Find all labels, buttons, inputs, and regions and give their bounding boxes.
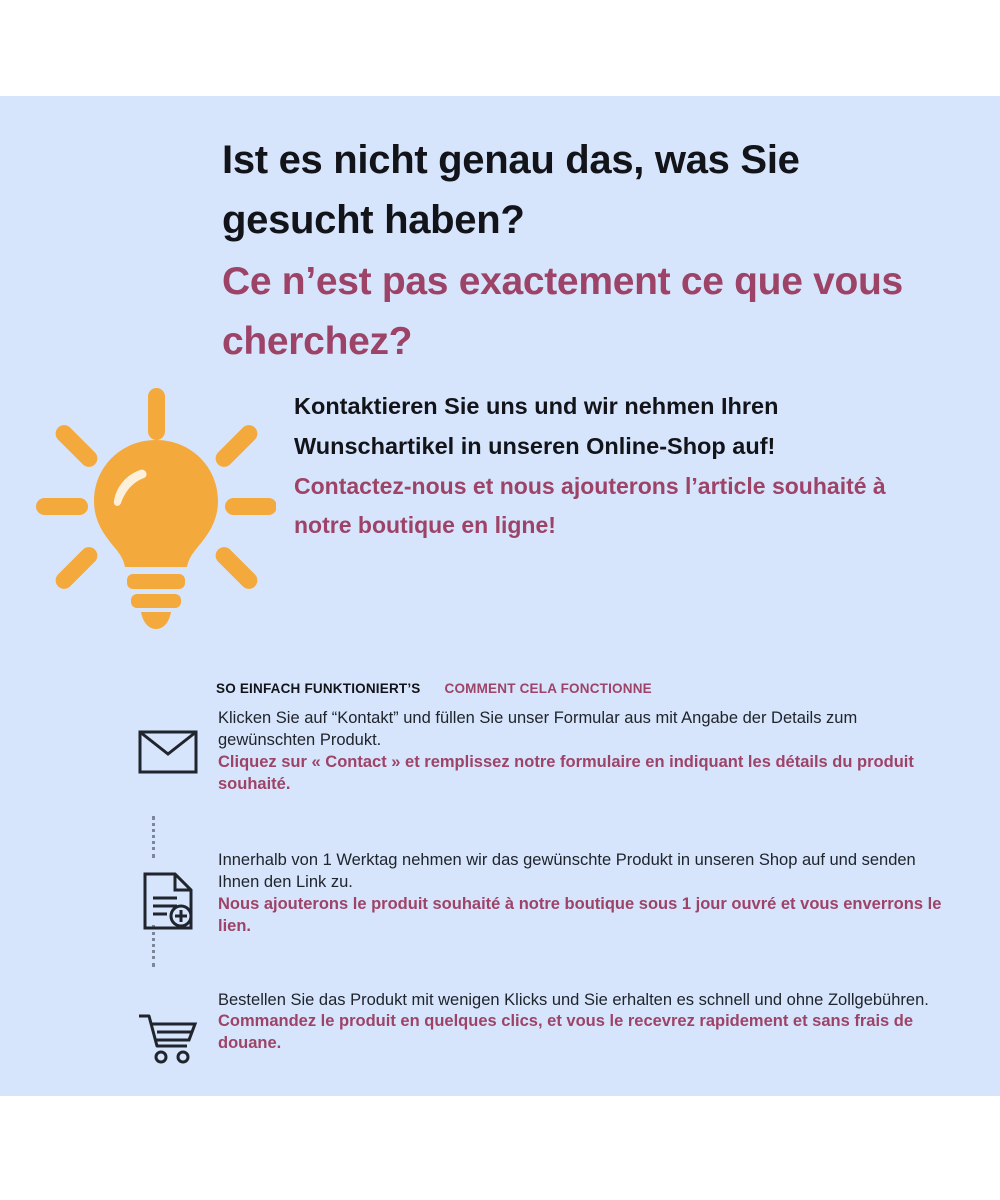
shopping-cart-icon bbox=[120, 990, 216, 1060]
steps-list bbox=[120, 708, 950, 1060]
howto-heading-french: COMMENT CELA FONCTIONNE bbox=[444, 681, 652, 696]
subheadline-german: Kontaktieren Sie uns und wir nehmen Ihren Wunschartikel in unseren Online-Shop auf! bbox=[294, 393, 779, 460]
list-item bbox=[120, 850, 950, 938]
step-text-french: Cliquez sur « Contact » et remplissez notre formulaire en indiquant les détails du produit souhaité. bbox=[218, 752, 914, 793]
headline-french: Ce n’est pas exactement ce que vous cherchez? bbox=[222, 260, 903, 364]
lightbulb-icon bbox=[36, 388, 276, 633]
subheadline-block bbox=[294, 386, 894, 546]
howto-heading bbox=[216, 681, 652, 696]
subheadline-french: Contactez-nous et nous ajouterons l’article souhaité à notre boutique en ligne! bbox=[294, 472, 886, 539]
list-item bbox=[120, 990, 950, 1060]
howto-heading-german: SO EINFACH FUNKTIONIERT’S bbox=[216, 681, 421, 696]
headline-german: Ist es nicht genau das, was Sie gesucht haben? bbox=[222, 138, 800, 242]
step-text-french: Commandez le produit en quelques clics, et vous le recevrez rapidement et sans frais de douane. bbox=[218, 1012, 914, 1053]
list-item bbox=[120, 708, 950, 796]
step-text-german: Bestellen Sie das Produkt mit wenigen Klicks und Sie erhalten es schnell und ohne Zollgebühren. bbox=[218, 990, 929, 1009]
step-text-french: Nous ajouterons le produit souhaité à notre boutique sous 1 jour ouvré et vous enverrons le lien. bbox=[218, 894, 942, 935]
step-text-german: Innerhalb von 1 Werktag nehmen wir das gewünschte Produkt in unseren Shop auf und senden Ihnen den Link zu. bbox=[218, 850, 916, 891]
envelope-icon bbox=[120, 708, 216, 778]
headline-block bbox=[222, 130, 942, 373]
step-text-german: Klicken Sie auf “Kontakt” und füllen Sie unser Formular aus mit Angabe der Details zum gewünschten Produkt. bbox=[218, 709, 858, 749]
document-add-icon bbox=[120, 850, 216, 920]
